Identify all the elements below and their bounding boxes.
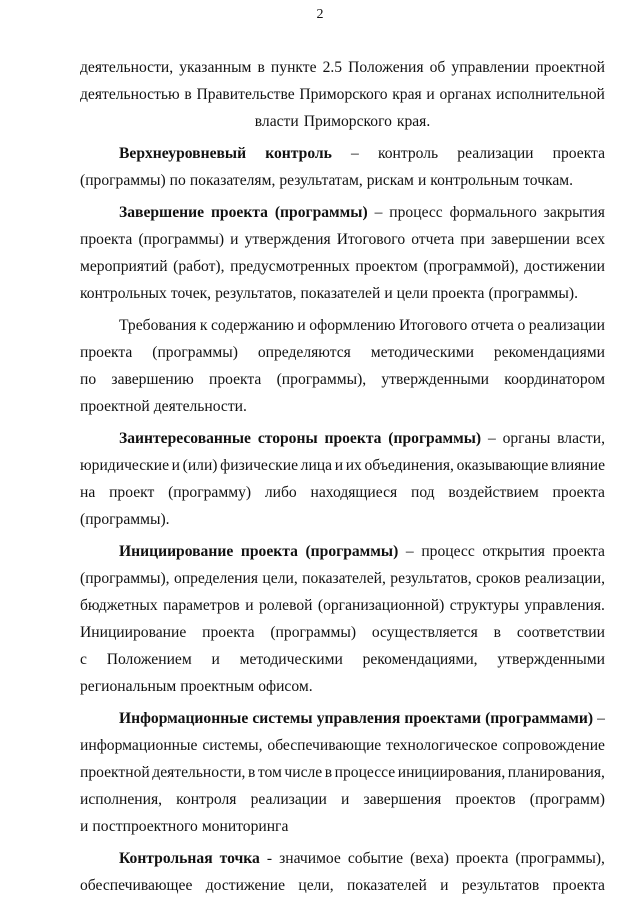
word: в xyxy=(493,624,501,641)
word: деятельностью xyxy=(80,86,180,103)
paragraph xyxy=(80,199,605,307)
word: (работ), xyxy=(173,258,225,275)
word: – xyxy=(405,543,414,560)
word: проекта xyxy=(80,344,133,361)
word: в xyxy=(324,764,333,781)
word: реализации, xyxy=(524,570,605,587)
word: контрольным xyxy=(430,172,520,189)
word: проекта xyxy=(552,484,605,501)
term-word: точка xyxy=(219,850,260,867)
word: контроль xyxy=(377,145,439,162)
term-word: стороны xyxy=(257,430,318,447)
word: проектов xyxy=(455,791,516,808)
word: проекта xyxy=(552,543,605,560)
paragraph xyxy=(80,312,605,420)
word: определения xyxy=(173,570,259,587)
word: органы xyxy=(502,430,551,447)
word: методическими xyxy=(239,651,343,668)
text-line xyxy=(80,140,605,167)
text-line xyxy=(80,312,605,339)
word: (программы), xyxy=(515,850,605,867)
word: указанным xyxy=(179,59,252,76)
word: информационные xyxy=(80,737,198,754)
word: контрольных xyxy=(80,285,167,302)
text-line xyxy=(80,813,605,840)
word: проектным xyxy=(180,678,255,695)
word: точкам. xyxy=(523,172,574,189)
word: обеспечивающие xyxy=(267,737,382,754)
paragraph xyxy=(80,425,605,533)
term-word: (программы) xyxy=(305,543,399,560)
word: и xyxy=(417,172,427,189)
word: власти, xyxy=(557,430,605,447)
text-line xyxy=(80,167,605,194)
word: исполнения, xyxy=(80,791,163,808)
word: (программу) xyxy=(168,484,252,501)
word: оформлению xyxy=(309,317,396,334)
term-word: проекта xyxy=(240,543,298,560)
word: проекта xyxy=(456,850,509,867)
text-line xyxy=(80,759,605,786)
word: проекта xyxy=(552,145,605,162)
word: и xyxy=(334,457,344,474)
word: (программы) xyxy=(270,624,357,641)
word: цели xyxy=(396,285,429,302)
text-line xyxy=(80,425,605,452)
word: рекомендациями xyxy=(493,344,605,361)
word: числе xyxy=(284,764,323,781)
word: (программы), xyxy=(276,371,367,388)
term-word: управления xyxy=(316,710,401,727)
word: и xyxy=(230,231,239,248)
word: Правительстве xyxy=(196,86,295,103)
word: рискам xyxy=(366,172,414,189)
word: края. xyxy=(396,113,431,130)
text-line xyxy=(80,108,605,135)
word: реализации xyxy=(457,145,534,162)
word: мероприятий xyxy=(80,258,168,275)
word: пункте xyxy=(270,59,317,76)
text-line xyxy=(80,786,605,813)
word: управления. xyxy=(524,597,605,614)
word: находящиеся xyxy=(310,484,398,501)
word: (программой), xyxy=(423,258,519,275)
word: при xyxy=(460,231,485,248)
word: технологическое xyxy=(386,737,498,754)
word: проекта xyxy=(209,371,262,388)
word: координатором xyxy=(504,371,605,388)
word: процесс xyxy=(389,204,443,221)
text-line xyxy=(80,366,605,393)
word: проект xyxy=(109,484,155,501)
word: в xyxy=(247,764,256,781)
word: показателей xyxy=(300,285,381,302)
word: мониторинга xyxy=(201,818,289,835)
word: утверждения xyxy=(244,231,331,248)
word: – xyxy=(487,430,496,447)
word: власти xyxy=(254,113,299,130)
word: к xyxy=(199,317,208,334)
text-line xyxy=(80,54,605,81)
word: по xyxy=(80,371,97,388)
word: проектной xyxy=(80,398,150,415)
word: по xyxy=(169,172,186,189)
term-word: (программы) xyxy=(388,430,482,447)
text-line xyxy=(80,565,605,592)
word: утвержденными xyxy=(497,651,605,668)
word: цели, xyxy=(298,877,334,894)
term-word: Заинтересованные xyxy=(119,430,251,447)
word: (программы) xyxy=(80,172,166,189)
word: инициирования, xyxy=(397,764,506,781)
word: достижении xyxy=(524,258,605,275)
text-line xyxy=(80,226,605,253)
word: о xyxy=(517,317,526,334)
word: Приморского xyxy=(303,113,392,130)
word: объединения, xyxy=(364,457,454,474)
word: и xyxy=(171,457,180,474)
term-word: системы xyxy=(252,710,313,727)
word: и xyxy=(384,285,393,302)
word: контроля xyxy=(176,791,237,808)
word: реализации xyxy=(250,791,327,808)
word: об xyxy=(429,59,446,76)
word: влияние xyxy=(550,457,605,474)
word: (или) xyxy=(182,457,218,474)
word: системы, xyxy=(202,737,263,754)
word: лица xyxy=(300,457,333,474)
word: сопровождение xyxy=(502,737,605,754)
word: их xyxy=(345,457,362,474)
word: параметров xyxy=(163,597,240,614)
word: исполнительной xyxy=(496,86,605,103)
word: планирования, xyxy=(507,764,605,781)
word: осуществляется xyxy=(371,624,478,641)
word: рекомендациями, xyxy=(362,651,478,668)
word: показателей, xyxy=(302,570,386,587)
word: физические xyxy=(220,457,299,474)
word: офисом. xyxy=(258,678,313,695)
word: завершения xyxy=(363,791,442,808)
word: (программы), xyxy=(80,570,170,587)
term-word: проектами xyxy=(404,710,481,727)
word: процессе xyxy=(334,764,396,781)
word: деятельности. xyxy=(153,398,247,415)
paragraph xyxy=(80,140,605,194)
word: (веха) xyxy=(410,850,449,867)
word: и xyxy=(245,597,254,614)
text-line xyxy=(80,339,605,366)
text-line xyxy=(80,872,605,899)
word: (программы). xyxy=(80,511,170,528)
word: в xyxy=(257,59,265,76)
word: завершению xyxy=(111,371,194,388)
term-word: проекта xyxy=(324,430,382,447)
text-line xyxy=(80,538,605,565)
word: соответствии xyxy=(516,624,605,641)
word: результатов, xyxy=(390,570,472,587)
term-word: Верхнеуровневый xyxy=(119,145,247,162)
paragraph xyxy=(80,705,605,840)
word: проекта xyxy=(202,624,255,641)
word: деятельности, xyxy=(152,764,246,781)
word: закрытия xyxy=(543,204,605,221)
word: (программы). xyxy=(488,285,578,302)
word: проектной xyxy=(80,764,150,781)
page-number: 2 xyxy=(316,7,324,22)
word: Итогового xyxy=(336,231,406,248)
word: деятельности, xyxy=(80,59,174,76)
text-line xyxy=(80,506,605,533)
word: органах xyxy=(439,86,492,103)
word: отчета xyxy=(470,317,514,334)
document-body xyxy=(80,54,605,899)
word: (программы) xyxy=(152,344,238,361)
word: содержанию xyxy=(210,317,294,334)
term-word: Контрольная xyxy=(119,850,213,867)
word: всех xyxy=(576,231,605,248)
word: определяются xyxy=(257,344,351,361)
word: оказывающие xyxy=(456,457,549,474)
word: показателей xyxy=(346,877,427,894)
text-line xyxy=(80,705,605,732)
word: – xyxy=(597,710,605,727)
word: обеспечивающее xyxy=(80,877,193,894)
term-word: (программами) xyxy=(485,710,594,727)
word: значимое xyxy=(279,850,341,867)
word: либо xyxy=(264,484,297,501)
word: проектной xyxy=(535,59,605,76)
word: отчета xyxy=(411,231,455,248)
word: точек, xyxy=(170,285,212,302)
paragraph xyxy=(80,538,605,700)
word: открытия xyxy=(482,543,545,560)
word: воздействием xyxy=(448,484,539,501)
text-line xyxy=(80,280,605,307)
term-word: Информационные xyxy=(119,710,249,727)
word: (программ) xyxy=(529,791,605,808)
term-word: проекта xyxy=(210,204,268,221)
text-line xyxy=(80,393,605,420)
word: методическими xyxy=(370,344,474,361)
word: 2.5 xyxy=(322,59,343,76)
word: формального xyxy=(449,204,537,221)
word: постпроектного xyxy=(92,818,198,835)
word: в xyxy=(184,86,192,103)
text-line xyxy=(80,452,605,479)
word: и xyxy=(340,791,350,808)
word: и xyxy=(426,86,435,103)
word: проекта xyxy=(552,877,605,894)
word: юридические xyxy=(80,457,169,474)
word: процесс xyxy=(421,543,475,560)
word: Требования xyxy=(119,317,197,334)
text-line xyxy=(80,845,605,872)
word: и xyxy=(297,317,306,334)
text-line xyxy=(80,732,605,759)
word: утвержденными xyxy=(381,371,490,388)
word: ролевой xyxy=(258,597,313,614)
word: Приморского xyxy=(299,86,388,103)
word: завершении xyxy=(490,231,571,248)
word: показателям, xyxy=(189,172,276,189)
paragraph xyxy=(80,54,605,135)
word: края xyxy=(392,86,422,103)
word: на xyxy=(80,484,96,501)
text-line xyxy=(80,479,605,506)
text-line xyxy=(80,646,605,673)
paragraph xyxy=(80,845,605,899)
word: событие xyxy=(347,850,404,867)
term-word: контроль xyxy=(265,145,332,162)
word: результатам, xyxy=(279,172,363,189)
text-line xyxy=(80,81,605,108)
word: под xyxy=(410,484,435,501)
term-word: Завершение xyxy=(119,204,205,221)
word: (организационной) xyxy=(317,597,445,614)
word: бюджетных xyxy=(80,597,158,614)
text-line xyxy=(80,253,605,280)
word: результатов xyxy=(461,877,540,894)
word: сроков xyxy=(476,570,521,587)
word: том xyxy=(257,764,282,781)
word: и xyxy=(211,651,220,668)
word: – xyxy=(374,204,383,221)
word: и xyxy=(80,818,89,835)
word: Положением xyxy=(106,651,192,668)
word: Инициирование xyxy=(80,624,187,641)
word: региональным xyxy=(80,678,177,695)
word: проекта xyxy=(80,231,133,248)
word: управлении xyxy=(451,59,530,76)
text-line xyxy=(80,199,605,226)
word: проектом xyxy=(355,258,418,275)
word: структуры xyxy=(449,597,520,614)
word: результатов, xyxy=(215,285,297,302)
word: цели, xyxy=(262,570,298,587)
word: (программы) xyxy=(138,231,225,248)
word: реализации xyxy=(528,317,605,334)
word: и xyxy=(440,877,449,894)
text-line xyxy=(80,619,605,646)
word: достижение xyxy=(205,877,286,894)
text-line xyxy=(80,673,605,700)
word: – xyxy=(351,145,359,162)
word: - xyxy=(266,850,273,867)
word: предусмотренных xyxy=(230,258,350,275)
term-word: Инициирование xyxy=(119,543,234,560)
term-word: (программы) xyxy=(274,204,368,221)
word: проекта xyxy=(432,285,485,302)
word: с xyxy=(80,651,87,668)
word: Положения xyxy=(348,59,424,76)
word: Итогового xyxy=(398,317,468,334)
text-line xyxy=(80,592,605,619)
